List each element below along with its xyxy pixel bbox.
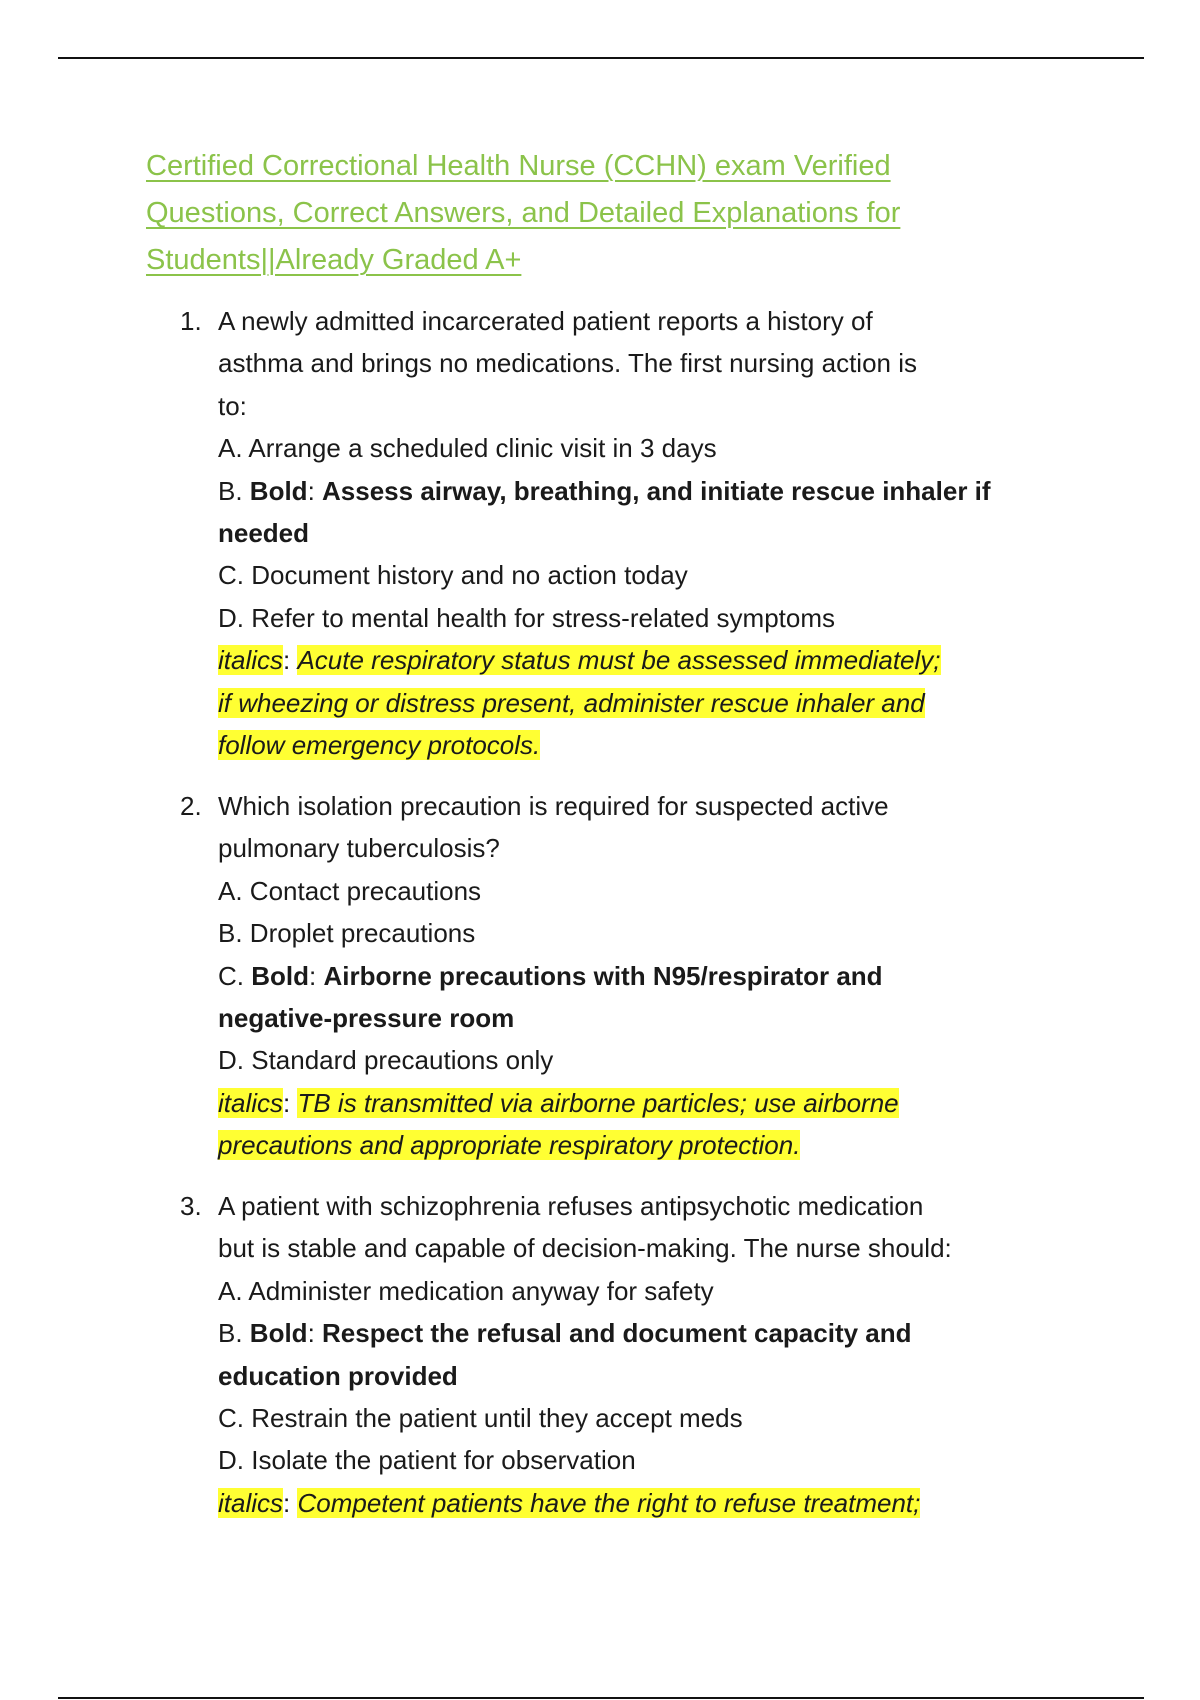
bold-label: Bold: [249, 475, 308, 506]
question-number: 3.: [180, 1191, 202, 1221]
correct-answer-text: negative-pressure room: [218, 1002, 515, 1033]
correct-answer-text: education provided: [218, 1360, 458, 1391]
question-body: [218, 785, 1098, 1167]
header-rule: [58, 57, 1144, 59]
footer-rule: [58, 1697, 1144, 1699]
question-stem: A patient with schizophrenia refuses antipsychotic medication: [218, 1191, 924, 1221]
option-prefix: C.: [218, 960, 252, 991]
explanation-text: Competent patients have the right to refuse treatment;: [297, 1487, 921, 1518]
label-separator: :: [309, 960, 324, 991]
explanation-text: if wheezing or distress present, administer rescue inhaler and: [218, 687, 925, 718]
bold-label: Bold: [251, 960, 309, 991]
option-c-correct: [218, 955, 1098, 997]
option-c: C. Restrain the patient until they accept meds: [218, 1402, 743, 1433]
title-line: Questions, Correct Answers, and Detailed Explanations for: [146, 197, 901, 229]
title-line: Students||Already Graded A+: [146, 244, 522, 276]
option-a: A. Contact precautions: [218, 875, 482, 906]
correct-answer-text: Respect the refusal and document capacity and: [322, 1318, 912, 1349]
option-b-correct: [218, 470, 1098, 512]
explanation-line: [218, 639, 1098, 681]
option-c: C. Document history and no action today: [218, 560, 688, 591]
explanation-line: [218, 1124, 1098, 1166]
question-stem: A newly admitted incarcerated patient reports a history of: [218, 306, 873, 336]
question-stem: Which isolation precaution is required for suspected active: [218, 791, 889, 821]
question-stem: but is stable and capable of decision-making. The nurse should:: [218, 1233, 952, 1264]
question-stem: asthma and brings no medications. The first nursing action is: [218, 348, 917, 379]
option-a: A. Arrange a scheduled clinic visit in 3 days: [218, 433, 717, 464]
label-separator: :: [307, 475, 323, 506]
question-stem: pulmonary tuberculosis?: [218, 833, 500, 864]
option-prefix: B.: [218, 1318, 250, 1349]
question-body: [218, 1185, 1098, 1524]
explanation-text: follow emergency protocols.: [218, 729, 541, 760]
question-stem: to:: [218, 390, 247, 421]
explanation-line: [218, 1082, 1098, 1124]
label-separator: :: [307, 1318, 323, 1349]
explanation-text: TB is transmitted via airborne particles; use airborne: [297, 1087, 899, 1118]
label-separator: :: [283, 1487, 298, 1518]
explanation-text: Acute respiratory status must be assessed immediately;: [297, 645, 941, 676]
explanation-text: precautions and appropriate respiratory protection.: [218, 1130, 801, 1161]
italics-label: italics: [218, 645, 284, 676]
option-d: D. Isolate the patient for observation: [218, 1445, 636, 1476]
question-body: [218, 300, 1098, 766]
correct-answer-text: needed: [218, 517, 310, 548]
label-separator: :: [283, 1087, 298, 1118]
option-prefix: B.: [218, 475, 250, 506]
italics-label: italics: [218, 1087, 284, 1118]
question-number: 1.: [180, 306, 202, 336]
document-title[interactable]: [146, 143, 1066, 284]
correct-answer-text: Airborne precautions with N95/respirator and: [323, 960, 883, 991]
explanation-line: [218, 682, 1098, 724]
label-separator: :: [283, 645, 298, 676]
title-line: Certified Correctional Health Nurse (CCHN) exam Verified: [146, 150, 891, 182]
option-d: D. Standard precautions only: [218, 1045, 554, 1076]
question-number: 2.: [180, 791, 202, 821]
option-d: D. Refer to mental health for stress-related symptoms: [218, 602, 836, 633]
correct-answer-text: Assess airway, breathing, and initiate rescue inhaler if: [322, 475, 991, 506]
explanation-line: [218, 724, 1098, 766]
option-a: A. Administer medication anyway for safety: [218, 1275, 714, 1306]
bold-label: Bold: [249, 1318, 308, 1349]
italics-label: italics: [218, 1487, 284, 1518]
option-b-correct: [218, 1312, 1098, 1354]
option-b: B. Droplet precautions: [218, 918, 476, 949]
explanation-line: [218, 1482, 1098, 1524]
